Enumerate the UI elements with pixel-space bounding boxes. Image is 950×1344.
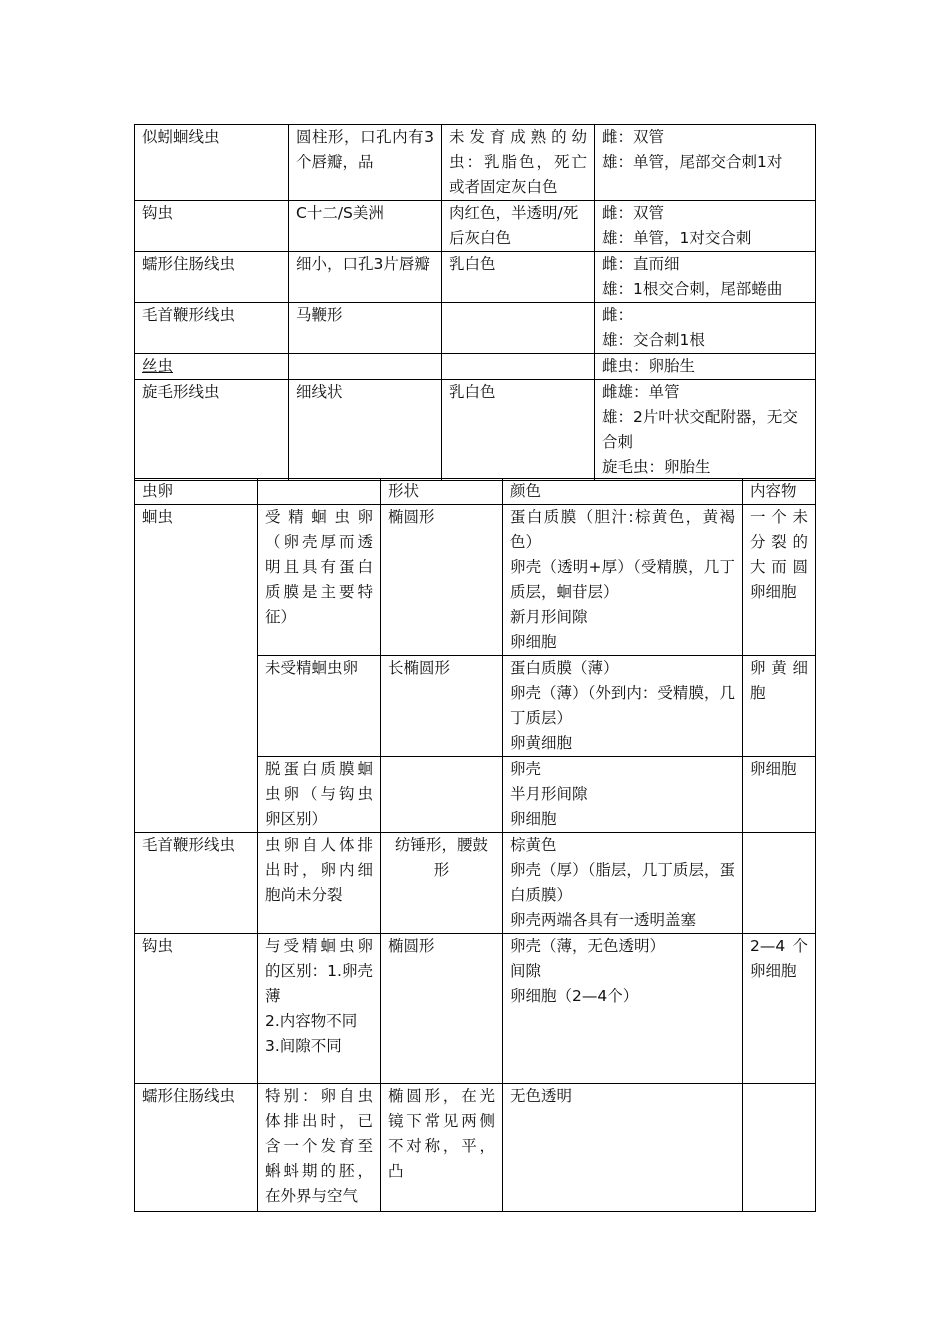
worm-shape: 马鞭形	[289, 303, 442, 354]
worm-color	[442, 354, 595, 380]
egg-shape: 纺锤形，腰鼓形	[381, 833, 503, 934]
egg-shape: 椭圆形	[381, 934, 503, 1084]
worm-shape: 细小，口孔3片唇瓣	[289, 252, 442, 303]
table-row	[135, 303, 816, 354]
egg-content: 卵细胞	[743, 757, 816, 833]
egg-table	[134, 478, 816, 1212]
adult-worm-table	[134, 124, 816, 481]
egg-color: 卵壳（薄，无色透明） 间隙 卵细胞（2—4个）	[503, 934, 743, 1084]
table-row	[135, 380, 816, 481]
table-row	[135, 833, 816, 934]
egg-shape: 椭圆形，在光镜下常见两侧不对称，平，凸	[381, 1084, 503, 1212]
header-blank	[258, 479, 381, 505]
egg-name: 蛔虫	[135, 505, 258, 833]
table-row	[135, 354, 816, 380]
egg-shape: 椭圆形	[381, 505, 503, 656]
header-color: 颜色	[503, 479, 743, 505]
worm-reproduction: 雌：双管 雄：单管，1对交合刺	[595, 201, 816, 252]
worm-shape: C十二/S美洲	[289, 201, 442, 252]
egg-content	[743, 1084, 816, 1212]
egg-type: 脱蛋白质膜蛔虫卵（与钩虫卵区别）	[258, 757, 381, 833]
worm-color: 肉红色，半透明/死后灰白色	[442, 201, 595, 252]
egg-name: 蠕形住肠线虫	[135, 1084, 258, 1212]
egg-type: 特别：卵自虫体排出时，已含一个发育至蝌蚪期的胚，在外界与空气	[258, 1084, 381, 1212]
worm-reproduction: 雌：双管 雄：单管，尾部交合刺1对	[595, 125, 816, 201]
table-row	[135, 201, 816, 252]
egg-content: 2—4个卵细胞	[743, 934, 816, 1084]
worm-reproduction: 雌：直而细 雄：1根交合刺，尾部蜷曲	[595, 252, 816, 303]
worm-color: 乳白色	[442, 380, 595, 481]
egg-name: 钩虫	[135, 934, 258, 1084]
egg-color: 蛋白质膜（薄） 卵壳（薄）（外到内：受精膜，几丁质层） 卵黄细胞	[503, 656, 743, 757]
header-row	[135, 479, 816, 505]
worm-shape: 圆柱形，口孔内有3个唇瓣，品	[289, 125, 442, 201]
egg-color: 卵壳 半月形间隙 卵细胞	[503, 757, 743, 833]
egg-name: 毛首鞭形线虫	[135, 833, 258, 934]
egg-color: 棕黄色 卵壳（厚）（脂层，几丁质层，蛋白质膜） 卵壳两端各具有一透明盖塞	[503, 833, 743, 934]
worm-name: 似蚓蛔线虫	[135, 125, 289, 201]
worm-name: 蠕形住肠线虫	[135, 252, 289, 303]
table-row	[135, 252, 816, 303]
worm-reproduction: 雌雄：单管 雄：2片叶状交配附器，无交合刺 旋毛虫：卵胎生	[595, 380, 816, 481]
worm-shape	[289, 354, 442, 380]
worm-name: 旋毛形线虫	[135, 380, 289, 481]
header-shape: 形状	[381, 479, 503, 505]
header-content: 内容物	[743, 479, 816, 505]
egg-color: 蛋白质膜（胆汁:棕黄色，黄褐色） 卵壳（透明+厚）（受精膜，几丁质层，蛔苷层） 新月形间隙 卵细胞	[503, 505, 743, 656]
table-row	[135, 934, 816, 1084]
header-egg: 虫卵	[135, 479, 258, 505]
worm-name: 钩虫	[135, 201, 289, 252]
worm-color	[442, 303, 595, 354]
egg-type: 与受精蛔虫卵的区别：1.卵壳薄 2.内容物不同 3.间隙不同	[258, 934, 381, 1084]
worm-reproduction: 雌虫：卵胎生	[595, 354, 816, 380]
egg-type: 虫卵自人体排出时，卵内细胞尚未分裂	[258, 833, 381, 934]
worm-reproduction: 雌： 雄：交合刺1根	[595, 303, 816, 354]
worm-name: 丝虫	[135, 354, 289, 380]
egg-type: 未受精蛔虫卵	[258, 656, 381, 757]
table-row	[135, 1084, 816, 1212]
worm-color: 未发育成熟的幼虫：乳脂色，死亡或者固定灰白色	[442, 125, 595, 201]
egg-content: 一个未分裂的大而圆卵细胞	[743, 505, 816, 656]
worm-color: 乳白色	[442, 252, 595, 303]
egg-content: 卵黄细胞	[743, 656, 816, 757]
egg-shape	[381, 757, 503, 833]
egg-content	[743, 833, 816, 934]
worm-name: 毛首鞭形线虫	[135, 303, 289, 354]
egg-shape: 长椭圆形	[381, 656, 503, 757]
worm-shape: 细线状	[289, 380, 442, 481]
table-row	[135, 125, 816, 201]
egg-color: 无色透明	[503, 1084, 743, 1212]
table-row	[135, 505, 816, 656]
egg-type: 受精蛔虫卵（卵壳厚而透明且具有蛋白质膜是主要特征）	[258, 505, 381, 656]
